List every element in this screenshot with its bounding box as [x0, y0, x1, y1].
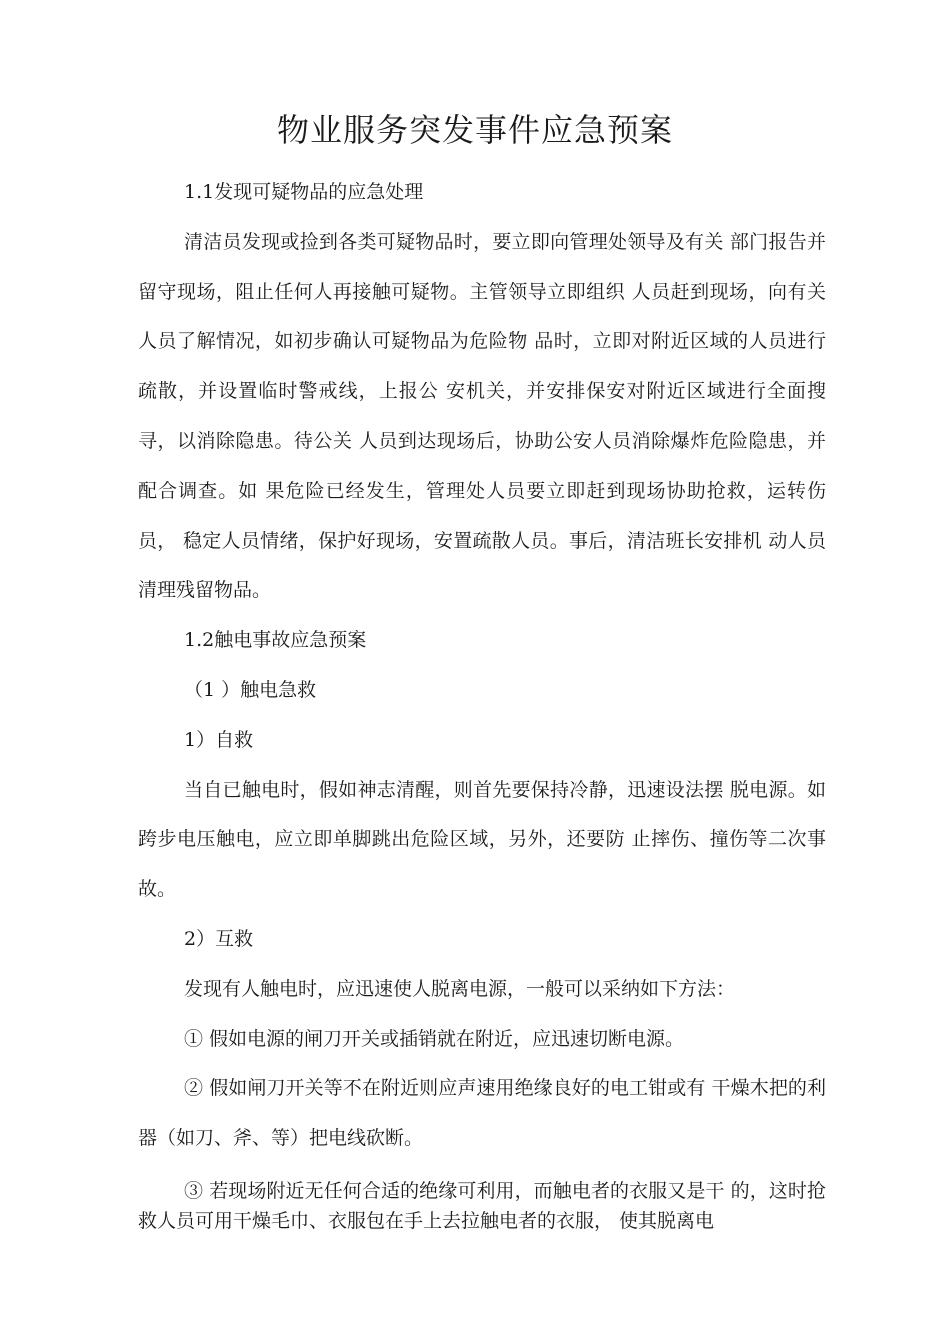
list-item-method-3: ③ 若现场附近无任何合适的绝缘可利用，而触电者的衣服又是干 的，这时抢救人员可用干燥毛巾、衣服包在手上去拉触电者的衣服， 使其脱离电 [138, 1179, 826, 1232]
list-item-method-1: ① 假如电源的闸刀开关或插销就在附近，应迅速切断电源。 [184, 1027, 685, 1050]
subheading-self-rescue: 1）自救 [184, 728, 254, 751]
document-title: 物业服务突发事件应急预案 [276, 111, 673, 149]
paragraph-self-rescue: 当自已触电时，假如神志清醒，则首先要保持冷静，迅速设法摆 脱电源。如跨步电压触电，应立即单脚跳出危险区域，另外，还要防 止摔伤、撞伤等二次事故。 [138, 778, 826, 901]
section-heading-1-1: 1.1发现可疑物品的应急处理 [184, 181, 424, 203]
subheading-mutual-rescue: 2）互救 [184, 927, 254, 950]
paragraph-mutual-rescue-intro: 发现有人触电时，应迅速使人脱离电源，一般可以采纳如下方法： [184, 977, 736, 1000]
section-heading-1-2: 1.2触电事故应急预案 [184, 629, 367, 652]
list-item-method-2: ② 假如闸刀开关等不在附近则应声速用绝缘良好的电工钳或有 干燥木把的利器（如刀、斧、等）把电线砍断。 [138, 1077, 826, 1150]
paragraph-suspicious-items: 清洁员发现或捡到各类可疑物品时，要立即向管理处领导及有关 部门报告并留守现场，阻止任何人再接触可疑物。主管领导立即组织 人员赶到现场，向有关人员了解情况，如初步确认可疑物品为危险物 品时，立即对附近区域的人员进行疏散，并设置临时警戒线，上报公 安机关，并安排保安对附近区域进行全面搜寻，以消除隐患。待公关 人员到达现场后，协助公安人员消除爆炸危险隐患，并配合调查。如 果危险已经发生，管理处人员要立即赶到现场协助抢救，运转伤员， 稳定人员情绪，保护好现场，安置疏散人员。事后，清洁班长安排机 动人员清理残留物品。 [138, 230, 826, 602]
document-body [138, 168, 826, 1255]
subheading-electric-shock-aid: （1 ）触电急救 [184, 678, 317, 701]
